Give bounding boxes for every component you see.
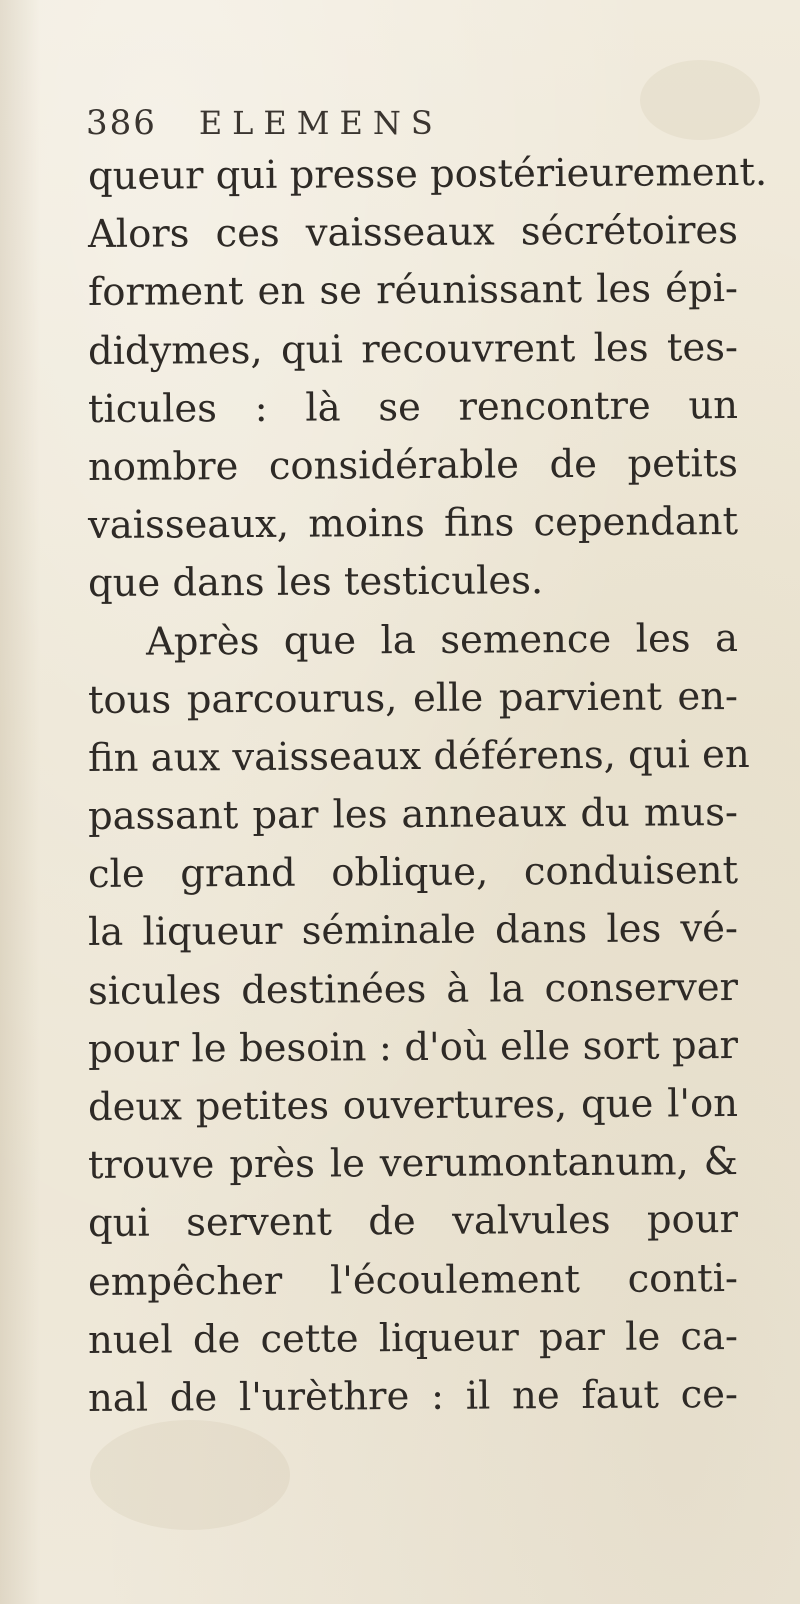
- text-line: que dans les testicules.: [87, 558, 544, 607]
- text-line: nuel de cette liqueur par le ca-: [87, 1313, 739, 1363]
- text-line: trouve près le verumontanum, &: [87, 1139, 739, 1189]
- text-line: qui servent de valvules pour: [87, 1197, 739, 1247]
- text-line: didymes, qui recouvrent les tes-: [87, 324, 739, 374]
- text-line: passant par les anneaux du mus-: [87, 790, 739, 840]
- text-line: Alors ces vaisseaux sécrétoires: [87, 208, 739, 258]
- paper-stain: [90, 1420, 290, 1530]
- text-line: nal de l'urèthre : il ne faut ce-: [87, 1371, 739, 1421]
- text-line: nombre considérable de petits: [87, 440, 739, 490]
- page-header: [86, 98, 706, 148]
- page-gutter-shadow: [0, 0, 40, 1604]
- running-title: ELEMENS: [198, 104, 443, 142]
- text-line: la liqueur séminale dans les vé-: [87, 906, 739, 956]
- body-text: [87, 148, 768, 1428]
- text-line: sicules destinées à la conserver: [87, 964, 739, 1014]
- text-line: tous parcourus, elle parvient en-: [87, 673, 739, 723]
- text-line: cle grand oblique, conduisent: [87, 848, 739, 898]
- page-number: 386: [86, 103, 157, 143]
- text-line: ticules : là se rencontre un: [87, 382, 739, 432]
- text-line: Après que la semence les a: [145, 615, 739, 665]
- text-line: fin aux vaisseaux déférens, qui en: [87, 731, 750, 781]
- text-line: vaisseaux, moins fins cependant: [87, 499, 739, 549]
- text-line: forment en se réunissant les épi-: [87, 266, 739, 316]
- text-line: queur qui presse postérieurement.: [87, 149, 768, 199]
- text-line: empêcher l'écoulement conti-: [87, 1255, 739, 1305]
- text-line: deux petites ouvertures, que l'on: [87, 1081, 739, 1130]
- text-line: pour le besoin : d'où elle sort par: [87, 1022, 739, 1072]
